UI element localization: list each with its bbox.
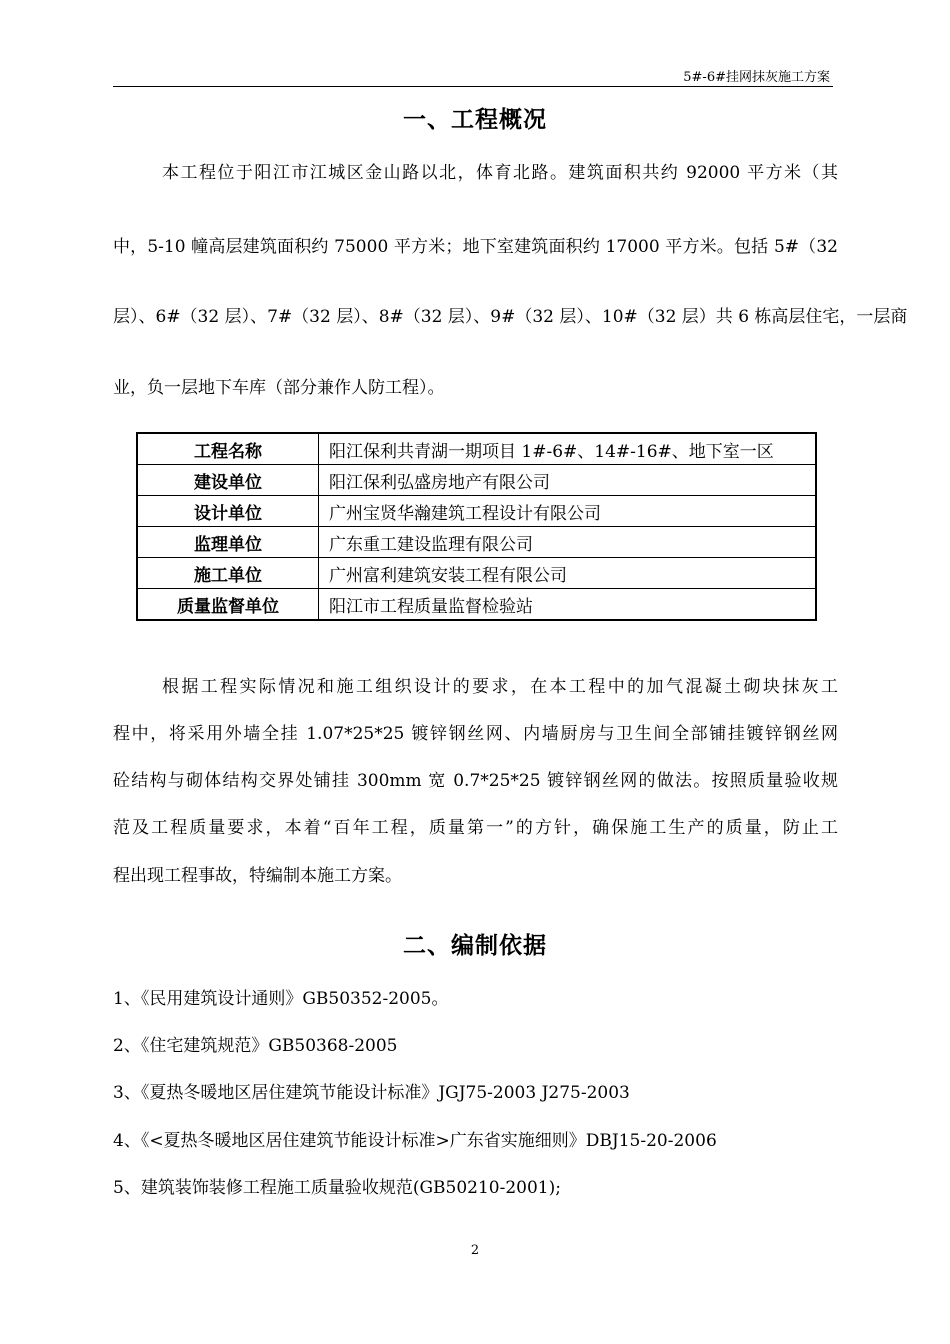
table-value: 阳江市工程质量监督检验站 <box>319 589 817 621</box>
table-row <box>137 433 816 465</box>
table-row <box>137 496 816 527</box>
method-line-5: 程出现工程事故，特编制本施工方案。 <box>113 866 402 886</box>
table-value: 阳江保利共青湖一期项目 1#-6#、14#-16#、地下室一区 <box>319 433 817 465</box>
table-label: 设计单位 <box>137 496 319 527</box>
table-label: 监理单位 <box>137 527 319 558</box>
table-value: 广州富利建筑安装工程有限公司 <box>319 558 817 589</box>
list-item: 5、建筑装饰装修工程施工质量验收规范(GB50210-2001); <box>113 1178 561 1198</box>
overview-line-4: 业，负一层地下车库（部分兼作人防工程）。 <box>113 378 445 398</box>
method-line-2: 程中，将采用外墙全挂 1.07*25*25 镀锌钢丝网、内墙厨房与卫生间全部铺挂镀锌钢丝网 <box>113 724 838 744</box>
table-value: 阳江保利弘盛房地产有限公司 <box>319 465 817 496</box>
table-row <box>137 589 816 621</box>
list-item: 2、《住宅建筑规范》GB50368-2005 <box>113 1036 398 1056</box>
running-header: 5#-6#挂网抹灰施工方案 <box>683 70 830 85</box>
method-line-3: 砼结构与砌体结构交界处铺挂 300mm 宽 0.7*25*25 镀锌钢丝网的做法。按照质量验收规 <box>113 771 838 791</box>
table-label: 建设单位 <box>137 465 319 496</box>
table-row <box>137 465 816 496</box>
section-2-heading: 二、编制依据 <box>403 933 547 959</box>
header-rule <box>113 86 833 87</box>
list-item: 4、《<夏热冬暖地区居住建筑节能设计标准>广东省实施细则》DBJ15-20-2006 <box>113 1131 717 1151</box>
table-value: 广州宝贤华瀚建筑工程设计有限公司 <box>319 496 817 527</box>
list-item: 1、《民用建筑设计通则》GB50352-2005。 <box>113 989 449 1009</box>
section-1-heading: 一、工程概况 <box>403 107 547 133</box>
project-info-table <box>136 432 817 621</box>
table-label: 质量监督单位 <box>137 589 319 621</box>
method-line-1: 根据工程实际情况和施工组织设计的要求，在本工程中的加气混凝土砌块抹灰工 <box>162 677 838 697</box>
table-value: 广东重工建设监理有限公司 <box>319 527 817 558</box>
list-item: 3、《夏热冬暖地区居住建筑节能设计标准》JGJ75-2003 J275-2003 <box>113 1083 630 1103</box>
table-row <box>137 558 816 589</box>
table-label: 施工单位 <box>137 558 319 589</box>
overview-line-2: 中，5-10 幢高层建筑面积约 75000 平方米；地下室建筑面积约 17000 平方米。包括 5#（32 <box>113 237 838 257</box>
table-label: 工程名称 <box>137 433 319 465</box>
method-line-4: 范及工程质量要求，本着“百年工程，质量第一”的方针，确保施工生产的质量，防止工 <box>113 818 838 838</box>
overview-line-3: 层）、6#（32 层）、7#（32 层）、8#（32 层）、9#（32 层）、10#（32 层）共 6 栋高层住宅，一层商 <box>113 307 908 327</box>
overview-line-1: 本工程位于阳江市江城区金山路以北，体育北路。建筑面积共约 92000 平方米（其 <box>162 163 838 183</box>
table-row <box>137 527 816 558</box>
page-number: 2 <box>470 1243 480 1258</box>
